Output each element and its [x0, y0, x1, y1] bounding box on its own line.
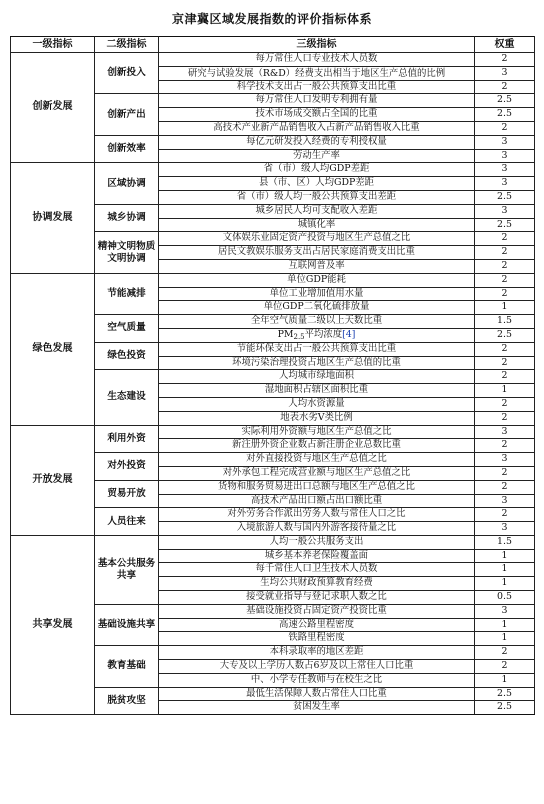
level3-indicator: 实际利用外资额与地区生产总值之比 — [159, 425, 475, 439]
level3-indicator: 研究与试验发展（R&D）经费支出相当于地区生产总值的比例 — [159, 66, 475, 80]
level1-indicator: 共享发展 — [11, 535, 95, 714]
level3-indicator: 技术市场成交额占全国的比重 — [159, 108, 475, 122]
weight-value: 2.5 — [475, 190, 535, 204]
table-row — [11, 53, 535, 67]
level3-indicator: 铁路里程密度 — [159, 632, 475, 646]
level3-indicator: 全年空气质量二级以上天数比重 — [159, 315, 475, 329]
level3-indicator: 每千常住人口卫生技术人员数 — [159, 563, 475, 577]
level3-indicator: 湿地面积占辖区面积比重 — [159, 384, 475, 398]
table-row — [11, 535, 535, 549]
level2-indicator: 节能减排 — [95, 273, 159, 314]
level3-indicator: 生均公共财政预算教育经费 — [159, 577, 475, 591]
level1-indicator: 开放发展 — [11, 425, 95, 535]
weight-value: 2 — [475, 121, 535, 135]
header-weight: 权重 — [475, 37, 535, 53]
weight-value: 1 — [475, 301, 535, 315]
weight-value: 2 — [475, 439, 535, 453]
level3-indicator: 环境污染治理投资占地区生产总值的比重 — [159, 356, 475, 370]
page-title: 京津冀区域发展指数的评价指标体系 — [171, 12, 372, 26]
weight-value: 3 — [475, 163, 535, 177]
level1-indicator: 协调发展 — [11, 163, 95, 273]
level3-indicator — [159, 328, 475, 342]
level3-indicator: 劳动生产率 — [159, 149, 475, 163]
weight-value: 2 — [475, 646, 535, 660]
level3-indicator: 对外直接投资与地区生产总值之比 — [159, 453, 475, 467]
level3-indicator: 科学技术支出占一般公共预算支出比重 — [159, 80, 475, 94]
pm-subscript: 2.5 — [293, 332, 305, 341]
level2-indicator: 生态建设 — [95, 370, 159, 425]
level3-indicator: 节能环保支出占一般公共预算支出比重 — [159, 342, 475, 356]
level2-indicator: 绿色投资 — [95, 342, 159, 370]
pm-suffix: 平均浓度 — [304, 328, 343, 340]
weight-value: 3 — [475, 522, 535, 536]
weight-value: 2 — [475, 356, 535, 370]
level3-indicator: 文体娱乐业固定资产投资与地区生产总值之比 — [159, 232, 475, 246]
header-level2: 二级指标 — [95, 37, 159, 53]
level3-indicator: 人均城市绿地面积 — [159, 370, 475, 384]
level2-indicator: 空气质量 — [95, 315, 159, 343]
weight-value: 1.5 — [475, 535, 535, 549]
level2-indicator: 创新效率 — [95, 135, 159, 163]
level3-indicator: 单位GDP二氧化硫排放量 — [159, 301, 475, 315]
level3-indicator: 新注册外资企业数占新注册企业总数比重 — [159, 439, 475, 453]
level3-indicator: 互联网普及率 — [159, 259, 475, 273]
weight-value: 2 — [475, 508, 535, 522]
weight-value: 3 — [475, 453, 535, 467]
level3-indicator: 城乡居民人均可支配收入差距 — [159, 204, 475, 218]
level3-indicator: 单位GDP能耗 — [159, 273, 475, 287]
level3-indicator: 大专及以上学历人数占6岁及以上常住人口比重 — [159, 660, 475, 674]
weight-value: 2 — [475, 480, 535, 494]
level2-indicator: 创新投入 — [95, 53, 159, 94]
weight-value: 2 — [475, 370, 535, 384]
header-level3: 三级指标 — [159, 37, 475, 53]
level3-indicator: 对外劳务合作派出劳务人数与常住人口之比 — [159, 508, 475, 522]
table-row — [11, 425, 535, 439]
weight-value: 2 — [475, 246, 535, 260]
weight-value: 2.5 — [475, 701, 535, 715]
weight-value: 1 — [475, 577, 535, 591]
level3-indicator: 入境旅游人数与国内外游客接待量之比 — [159, 522, 475, 536]
weight-value: 1 — [475, 632, 535, 646]
level3-indicator: 贫困发生率 — [159, 701, 475, 715]
weight-value: 1.5 — [475, 315, 535, 329]
weight-value: 3 — [475, 177, 535, 191]
weight-value: 1 — [475, 563, 535, 577]
weight-value: 3 — [475, 604, 535, 618]
level2-indicator: 人员往来 — [95, 508, 159, 536]
weight-value: 1 — [475, 384, 535, 398]
level2-indicator: 区域协调 — [95, 163, 159, 204]
weight-value: 2 — [475, 232, 535, 246]
level3-indicator: 每万常住人口发明专利拥有量 — [159, 94, 475, 108]
weight-value: 2.5 — [475, 218, 535, 232]
level2-indicator: 创新产出 — [95, 94, 159, 135]
level3-indicator: 居民文教娱乐服务支出占居民家庭消费支出比重 — [159, 246, 475, 260]
weight-value: 1 — [475, 549, 535, 563]
header-level1: 一级指标 — [11, 37, 95, 53]
level3-indicator: 县（市、区）人均GDP差距 — [159, 177, 475, 191]
weight-value: 2.5 — [475, 108, 535, 122]
table-header-row — [11, 37, 535, 53]
weight-value: 2 — [475, 397, 535, 411]
weight-value: 2 — [475, 53, 535, 67]
weight-value: 2 — [475, 411, 535, 425]
weight-value: 2 — [475, 259, 535, 273]
level3-indicator: 接受就业指导与登记求职人数之比 — [159, 591, 475, 605]
weight-value: 1 — [475, 673, 535, 687]
level3-indicator: 城乡基本养老保险覆盖面 — [159, 549, 475, 563]
level3-indicator: 本科录取率的地区差距 — [159, 646, 475, 660]
level3-indicator: 城镇化率 — [159, 218, 475, 232]
table-body — [11, 53, 535, 715]
level3-indicator: 每万常住人口专业技术人员数 — [159, 53, 475, 67]
level1-indicator: 创新发展 — [11, 53, 95, 163]
level2-indicator: 精神文明物质文明协调 — [95, 232, 159, 273]
level3-indicator: 货物和服务贸易进出口总额与地区生产总值之比 — [159, 480, 475, 494]
weight-value: 2.5 — [475, 328, 535, 342]
weight-value: 3 — [475, 494, 535, 508]
level3-indicator: 省（市）级人均GDP差距 — [159, 163, 475, 177]
level3-indicator: 基础设施投资占固定资产投资比重 — [159, 604, 475, 618]
weight-value: 3 — [475, 425, 535, 439]
level2-indicator: 城乡协调 — [95, 204, 159, 232]
level3-indicator: 人均水资源量 — [159, 397, 475, 411]
level2-indicator: 脱贫攻坚 — [95, 687, 159, 715]
weight-value: 2 — [475, 466, 535, 480]
table-row — [11, 273, 535, 287]
level2-indicator: 基本公共服务共享 — [95, 535, 159, 604]
weight-value: 0.5 — [475, 591, 535, 605]
weight-value: 3 — [475, 149, 535, 163]
indicator-table — [10, 36, 535, 715]
level2-indicator: 贸易开放 — [95, 480, 159, 508]
level2-indicator: 教育基础 — [95, 646, 159, 687]
level3-indicator: 中、小学专任教师与在校生之比 — [159, 673, 475, 687]
reference-link[interactable]: [4] — [342, 328, 356, 340]
weight-value: 2.5 — [475, 687, 535, 701]
weight-value: 3 — [475, 135, 535, 149]
weight-value: 2 — [475, 660, 535, 674]
weight-value: 2 — [475, 342, 535, 356]
weight-value: 2.5 — [475, 94, 535, 108]
weight-value: 1 — [475, 618, 535, 632]
table-row — [11, 163, 535, 177]
level3-indicator: 地表水劣V类比例 — [159, 411, 475, 425]
level3-indicator: 对外承包工程完成营业额与地区生产总值之比 — [159, 466, 475, 480]
weight-value: 3 — [475, 66, 535, 80]
level2-indicator: 利用外资 — [95, 425, 159, 453]
level1-indicator: 绿色发展 — [11, 273, 95, 425]
level3-indicator: 单位工业增加值用水量 — [159, 287, 475, 301]
weight-value: 2 — [475, 80, 535, 94]
level2-indicator: 对外投资 — [95, 453, 159, 481]
level3-indicator: 高速公路里程密度 — [159, 618, 475, 632]
level3-indicator: 高技术产业新产品销售收入占新产品销售收入比重 — [159, 121, 475, 135]
pm-label: PM — [277, 328, 294, 340]
level3-indicator: 人均一般公共服务支出 — [159, 535, 475, 549]
level3-indicator: 每亿元研发投入经费的专利授权量 — [159, 135, 475, 149]
level3-indicator: 最低生活保障人数占常住人口比重 — [159, 687, 475, 701]
weight-value: 2 — [475, 273, 535, 287]
weight-value: 2 — [475, 287, 535, 301]
level3-indicator: 省（市）级人均一般公共预算支出差距 — [159, 190, 475, 204]
level2-indicator: 基础设施共享 — [95, 604, 159, 645]
level3-indicator: 高技术产品出口额占出口额比重 — [159, 494, 475, 508]
weight-value: 3 — [475, 204, 535, 218]
